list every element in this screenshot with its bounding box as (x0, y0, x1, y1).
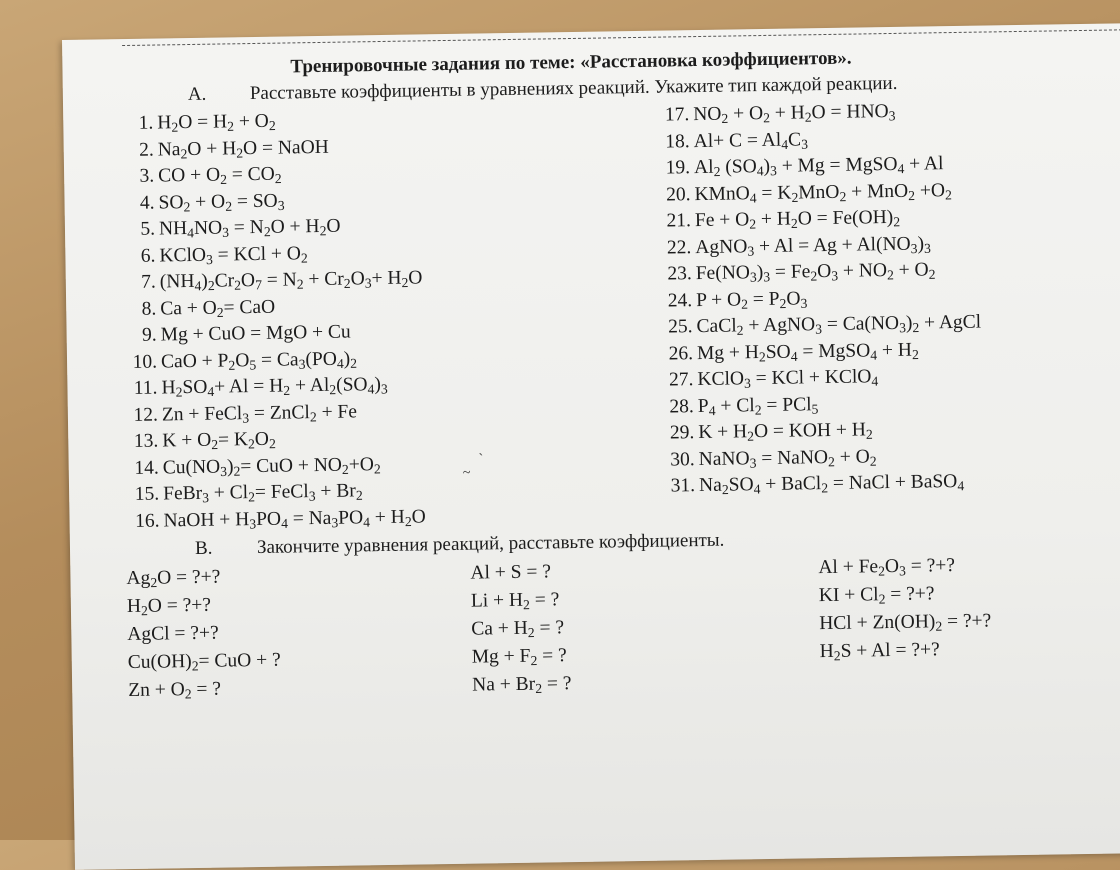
equations-right-column (655, 98, 984, 501)
equation-item (661, 469, 984, 501)
equation-number: 3. (139, 165, 155, 187)
equation-text: $NH_4NO_3 = N_2O + H_2O$ (158, 215, 341, 241)
equations-left-column (119, 106, 426, 535)
incomplete-equation: $Al + Fe_2O_3$ = ?+? (818, 555, 956, 579)
equation-item (122, 265, 423, 296)
section-b-instruction: Закончите уравнения реакций, расставьте коэффициенты. (256, 529, 725, 558)
worksheet-paper (62, 23, 1120, 870)
equation-text: CaCl$_2$ + AgNO$_3$ = $Ca(NO_3)_2$ + AgCl (696, 311, 982, 338)
equation-number: 20. (665, 183, 691, 206)
equation-number: 28. (669, 395, 694, 418)
equation-number: 25. (668, 316, 693, 338)
incomplete-equation: AgCl = ?+? (127, 622, 219, 646)
section-b-column-3 (818, 551, 992, 666)
equation-text: $H_2O = H_2 + O_2$ (157, 110, 276, 135)
equation-number: 16. (135, 510, 160, 532)
equation-text: AgNO$_3$ + $Al = Ag + Al(NO_3)_3$ (695, 232, 931, 259)
equation-number: 26. (668, 342, 694, 365)
equation-text: $Al_2$ $(SO_4)_3 + Mg$ = MgSO$_4$ + Al (693, 153, 944, 180)
equation-text: CO + $O_2 = CO_2$ (157, 163, 282, 187)
equation-number: 29. (669, 422, 695, 444)
equation-number: 31. (670, 475, 696, 497)
equation-number: 5. (140, 218, 156, 240)
equation-text: FeBr$_3$ + $Cl_2=$ FeCl$_3$ + $Br_2$ (162, 480, 363, 506)
equation-text: $P_4 + Cl_2 = PCl_5$ (697, 393, 819, 418)
equation-text: $SO_2 + O_2 = SO_3$ (158, 190, 285, 215)
equation-number: 1. (138, 112, 154, 134)
equation-number: 7. (141, 271, 156, 293)
equation-text: $Na_2SO_4$ + BaCl$_2$ = NaCl + BaSO$_4$ (698, 470, 965, 498)
incomplete-equation: $Zn + O_2$ = ? (128, 678, 222, 702)
equation-number: 23. (667, 263, 692, 285)
equation-number: 9. (141, 324, 157, 346)
equation-text: $NO_2 + O_2 + H_2O = HNO_3$ (693, 101, 896, 127)
equation-text: Mg + CuO = MgO + Cu (160, 321, 351, 346)
equation-text: $K + H_2O$ = KOH + $H_2$ (698, 419, 873, 444)
equation-number: 6. (140, 245, 156, 267)
equation-item (125, 451, 426, 482)
equation-number: 18. (665, 130, 690, 153)
section-a-letter: А. (187, 83, 207, 106)
equation-number: 21. (666, 210, 692, 232)
incomplete-equation: $Na + Br_2$ = ? (472, 673, 572, 697)
equation-text: NaOH + $H_3PO_4 = Na_3PO_4 + H_2O$ (163, 505, 426, 532)
equation-number: 17. (664, 104, 690, 126)
equation-text: $Al+ C = Al_4C_3$ (693, 128, 809, 152)
equation-text: $Na_2O + H_2O$ = NaOH (157, 136, 329, 162)
equation-number: 27. (668, 369, 694, 391)
incomplete-equation: $Ca + H_2$ = ? (471, 617, 565, 641)
section-b-column-1 (126, 563, 281, 705)
worksheet-title: Тренировочные задания по теме: «Расстановка коэффициентов». (290, 47, 852, 78)
pencil-mark: ˏ (478, 441, 484, 457)
equation-number: 12. (133, 404, 159, 426)
cut-line (122, 29, 1120, 46)
pencil-mark: ~ (462, 465, 471, 481)
equation-text: $H_2SO_4+ Al = H_2 + Al_2(SO_4)_3$ (161, 374, 388, 400)
incomplete-equation: $H_2S + Al$ = ?+? (819, 639, 940, 664)
equation-item (123, 371, 424, 402)
incomplete-equation: KI + $Cl_2$ = ?+? (818, 583, 935, 607)
section-b-header (195, 530, 725, 560)
equation-text: KClO$_3$ = KCl + KClO$_4$ (697, 366, 879, 391)
equation-text: KMnO$_4$ = $K_2MnO_2 + MnO_2 +O_2$ (694, 179, 952, 206)
incomplete-equation: HCl + $Zn(OH)_2$ = ?+? (819, 610, 992, 635)
equation-number: 15. (134, 483, 160, 505)
equation-text: $Fe(NO_3)_3 = Fe_2O_3 + NO_2 + O_2$ (695, 259, 936, 285)
equation-item (125, 504, 426, 535)
equation-text: Zn + FeCl$_3$ = ZnCl$_2$ + Fe (161, 400, 358, 426)
incomplete-equation: Al + S = ? (470, 561, 552, 584)
equation-number: 8. (141, 298, 157, 320)
equation-text: KClO$_3$ = KCl + $O_2$ (159, 242, 308, 267)
section-b-letter: В. (194, 537, 213, 559)
incomplete-equation: $H_2O$ = ?+? (126, 594, 212, 619)
equation-number: 19. (665, 157, 691, 179)
section-b-column-2 (470, 558, 571, 700)
equation-text: $P + O_2 = P_2O_3$ (695, 287, 808, 312)
equation-number: 30. (670, 448, 695, 470)
incomplete-equation: $Mg + F_2$ = ? (471, 645, 567, 669)
equation-text: $Fe + O_2 + H_2O = Fe(OH)_2$ (694, 206, 901, 232)
equation-number: 11. (133, 377, 158, 399)
equation-text: $(NH_4)_2Cr_2O_7 = N_2 + Cr_2O_3+ H_2O$ (159, 267, 423, 294)
equation-number: 4. (139, 192, 155, 214)
incomplete-equation: $Li + H_2$ = ? (470, 589, 560, 613)
equation-text: NaNO$_3$ = NaNO$_2$ + $O_2$ (698, 445, 877, 471)
equation-text: $Ca + O_2=$ CaO (160, 296, 276, 320)
equation-number: 2. (138, 139, 154, 161)
equation-number: 10. (132, 351, 158, 373)
section-a-instruction: Расставьте коэффициенты в уравнениях реакций. Укажите тип каждой реакции. (249, 72, 898, 105)
incomplete-equation: $Cu(OH)_2=$ CuO + ? (127, 649, 281, 674)
equation-number: 22. (666, 236, 692, 259)
equation-text: $Cu(NO_3)_2=$ CuO + $NO_2+O_2$ (162, 453, 381, 479)
equation-text: CaO + $P_2O_5 = Ca_3(PO_4)_2$ (160, 348, 358, 373)
equation-text: $K + O_2= K_2O_2$ (162, 428, 276, 453)
equation-number: 13. (133, 430, 159, 452)
equation-number: 14. (134, 457, 159, 479)
equation-text: $Mg + H_2SO_4$ = MgSO$_4$ + $H_2$ (696, 339, 919, 364)
equation-number: 24. (667, 289, 693, 312)
incomplete-equation: $Ag_2O$ = ?+? (126, 566, 221, 591)
